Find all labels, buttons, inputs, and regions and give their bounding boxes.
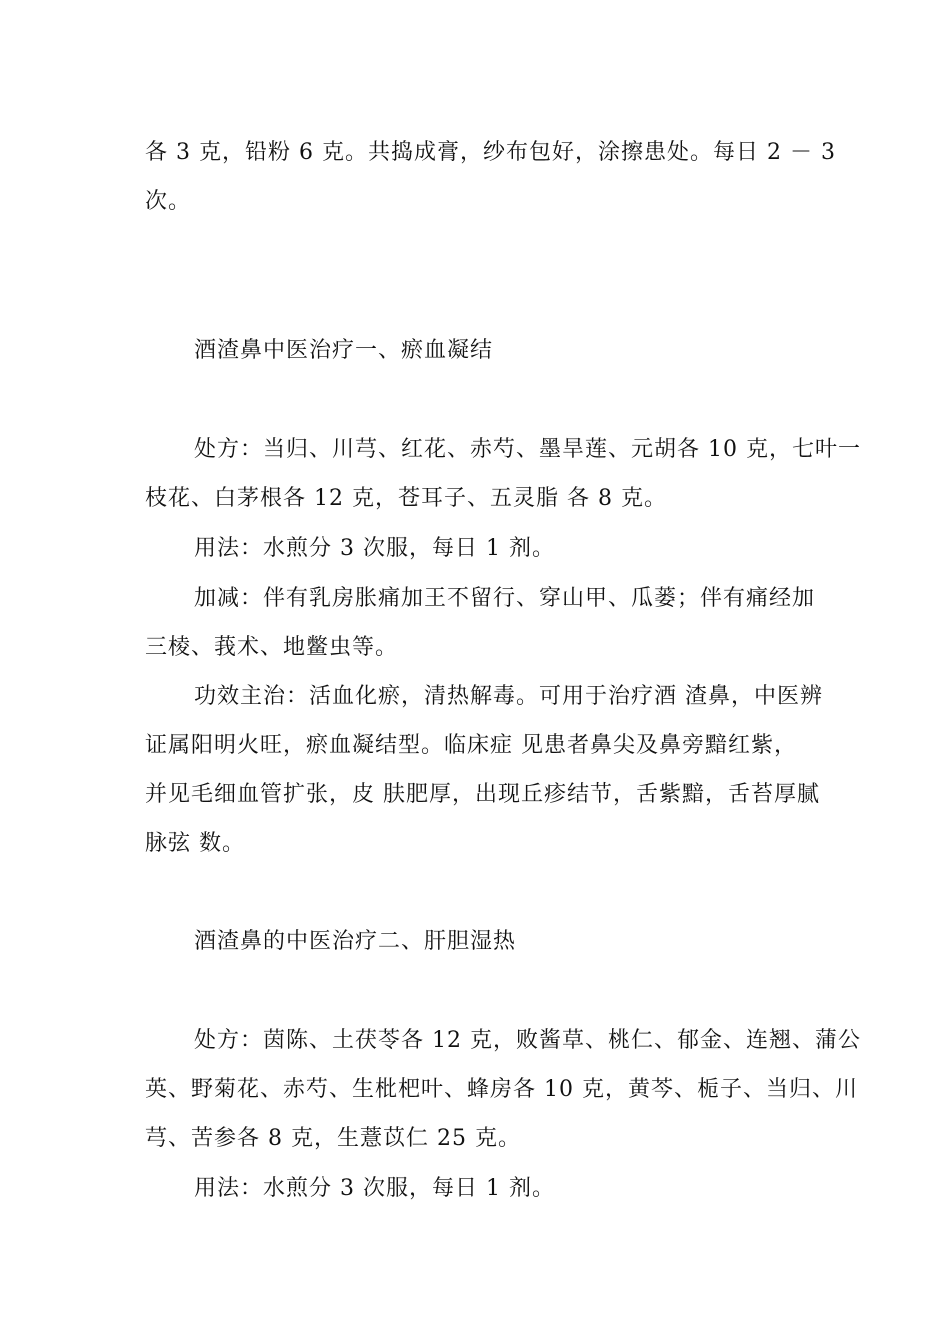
section-2-prescription-line-2: 英、野菊花、赤芍、生枇杷叶、蜂房各 10 克，黄芩、栀子、当归、川 (145, 1077, 858, 1102)
section-2-prescription-line-3: 芎、苦参各 8 克，生薏苡仁 25 克。 (145, 1126, 521, 1151)
intro-paragraph (145, 128, 836, 226)
section-1-prescription (145, 425, 861, 523)
section-2-heading: 酒渣鼻的中医治疗二、肝胆湿热 (194, 929, 517, 954)
section-1-heading: 酒渣鼻中医治疗一、瘀血凝结 (194, 338, 494, 363)
section-1-modification-line-1: 加减：伴有乳房胀痛加王不留行、穿山甲、瓜蒌；伴有痛经加 (194, 586, 816, 611)
section-1-effect-line-3: 并见毛细血管扩张，皮 肤肥厚，出现丘疹结节，舌紫黯，舌苔厚腻 (145, 782, 820, 807)
section-1-modification-line-2: 三棱、莪术、地鳖虫等。 (145, 635, 399, 660)
section-2-usage-line: 用法：水煎分 3 次服，每日 1 剂。 (194, 1176, 555, 1201)
section-1-modification (145, 574, 816, 672)
section-1-effect-line-2: 证属阳明火旺，瘀血凝结型。临床症 见患者鼻尖及鼻旁黯红紫， (145, 733, 797, 758)
intro-line-1: 各 3 克，铅粉 6 克。共捣成膏，纱布包好，涂擦患处。每日 2 － 3 (145, 140, 836, 165)
section-1-usage-line: 用法：水煎分 3 次服，每日 1 剂。 (194, 536, 555, 561)
section-2-prescription-line-1: 处方：茵陈、土茯苓各 12 克，败酱草、桃仁、郁金、连翘、蒲公 (194, 1028, 861, 1053)
section-2-usage (145, 1164, 810, 1213)
section-1-prescription-line-1: 处方：当归、川芎、红花、赤芍、墨旱莲、元胡各 10 克，七叶一 (194, 437, 861, 462)
section-1-effect-line-4: 脉弦 数。 (145, 831, 245, 856)
intro-line-2: 次。 (145, 189, 192, 214)
section-1-effect-line-1: 功效主治：活血化瘀，清热解毒。可用于治疗酒 渣鼻，中医辨 (194, 684, 823, 709)
section-2-prescription (145, 1016, 861, 1163)
section-1-effect (145, 672, 823, 868)
section-1-prescription-line-2: 枝花、白茅根各 12 克，苍耳子、五灵脂 各 8 克。 (145, 486, 667, 511)
section-1-usage (145, 524, 810, 573)
